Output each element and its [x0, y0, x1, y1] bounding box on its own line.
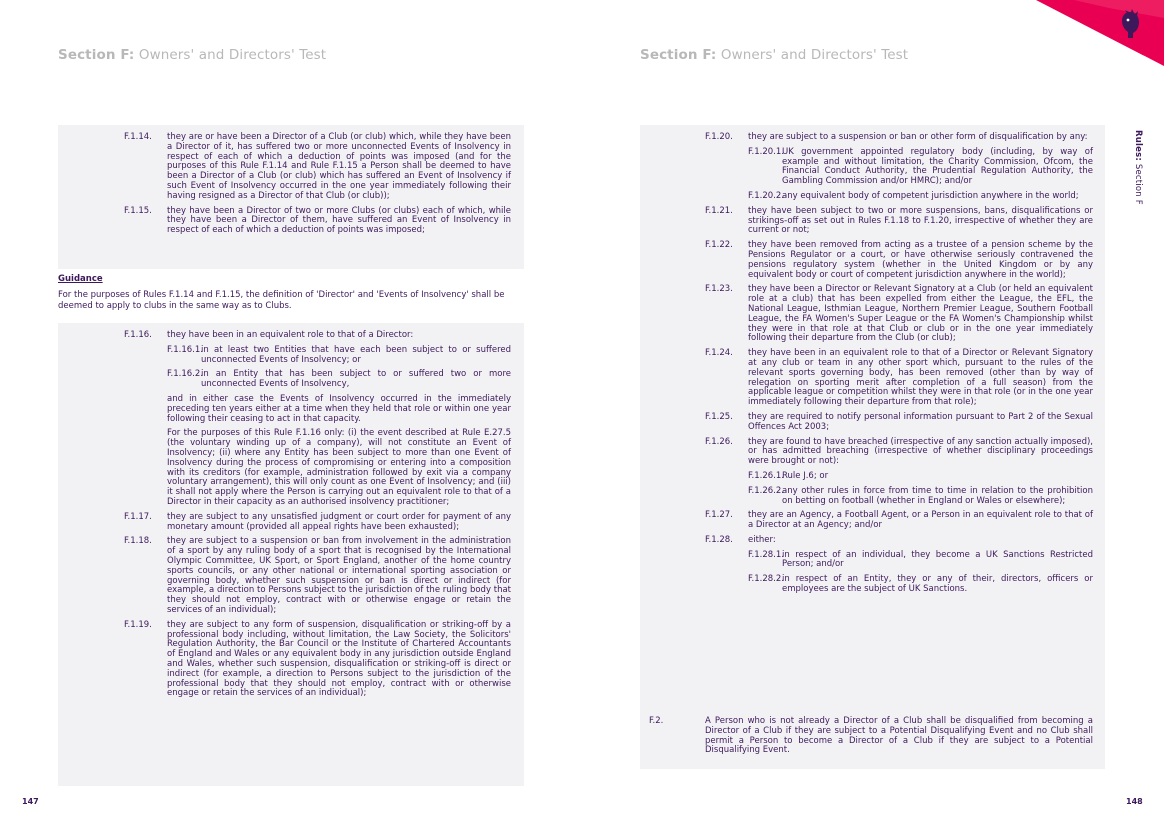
left-top-column [124, 133, 511, 241]
sub-rule-number: F.1.16.1. [167, 344, 203, 355]
sub-rule-number: F.1.28.2. [748, 574, 784, 585]
sub-rule-item [748, 192, 1093, 202]
rule-text: they are required to notify personal information pursuant to Part 2 of the Sexual Offences Act 2003; [748, 411, 1093, 432]
header-title: Owners' and Directors' Test [720, 47, 909, 63]
rule-number: F.1.26. [705, 436, 733, 447]
rule-item [705, 438, 1093, 507]
page-number-left: 147 [22, 797, 39, 806]
rule-number: F.1.24. [705, 348, 733, 359]
rule-number: F.1.27. [705, 510, 733, 521]
sub-rule-number: F.1.16.2. [167, 369, 203, 380]
rule-item [124, 207, 511, 236]
rule-item [705, 349, 1093, 408]
rule-item [124, 621, 511, 699]
rule-number: F.1.16. [124, 330, 152, 340]
sub-rule-item [748, 148, 1093, 187]
rule-item [705, 511, 1093, 531]
page-number-right: 148 [1126, 797, 1143, 806]
header-prefix: Section F: [640, 47, 717, 63]
side-section-label [1123, 130, 1143, 210]
sub-rule-item [748, 551, 1093, 571]
rule-item [705, 413, 1093, 433]
rule-text: they have been in an equivalent role to that of a Director: [167, 330, 414, 340]
rule-text: they have been a Director of two or more Clubs (or clubs) each of which, while they have been a Director of them, have suffered an Event of Insolvency in respect of each of which a deduction of points was imposed; [167, 205, 511, 236]
rule-item [124, 537, 511, 615]
guidance-title: Guidance [58, 274, 103, 284]
rule-text: they are subject to a suspension or ban or other form of disqualification by any: [748, 132, 1088, 142]
sub-rule-number: F.1.28.1. [748, 549, 784, 560]
rule-number: F.1.21. [705, 205, 733, 216]
rule-text: they are subject to any form of suspension, disqualification or striking-off by a professional body including, without limitation, the Law Society, the Solicitors' Regulation Authority, the Bar Council or the Institute of Chartered Accountants of England and Wales or any equivalent body in any jurisdiction outside England and Wales, whether such suspension, disqualification or striking-off is direct or indirect (for example, a direction to Persons subject to the jurisdiction of the professional body that they should not employ, contract with or otherwise engage or retain the services of an individual); [167, 619, 511, 699]
sub-rule-item [748, 575, 1093, 595]
sub-rule-number: F.1.20.1. [748, 146, 784, 157]
guidance-section [58, 274, 524, 313]
sub-rule-item [167, 346, 511, 366]
rule-item [705, 133, 1093, 202]
rule-item [124, 331, 511, 508]
rule-text: they are an Agency, a Football Agent, or a Person in an equivalent role to that of a Director at an Agency; and/or [748, 510, 1093, 531]
sub-rule-text: in at least two Entities that have each been subject to or suffered unconnected Events of Insolvency; or [201, 344, 511, 365]
sub-rule-item [748, 472, 1093, 482]
guidance-text: For the purposes of Rules F.1.14 and F.1.15, the definition of 'Director' and 'Events of Insolvency' shall be deemed to apply to clubs in the same way as to Clubs. [58, 290, 505, 312]
sub-rule-text: any other rules in force from time to time in relation to the prohibition on betting on football (whether in England or Wales or elsewhere); [782, 485, 1093, 506]
rule-number: F.1.17. [124, 511, 152, 522]
sub-rule-text: Rule J.6; or [782, 470, 829, 481]
side-label-bold: Rules: [1133, 130, 1143, 161]
rule-item [705, 536, 1093, 595]
rule-number: F.1.23. [705, 284, 733, 295]
rule-text: they have been in an equivalent role to that of a Director or Relevant Signatory at any club or team in any other sport which, pursuant to the rules of the relevant sports governing body, has been removed (other than by way of relegation on sporting merit after completion of a full season) from the applicable league or competition whilst they were in that role (or in the one year immediately following their departure from that role); [748, 348, 1093, 408]
rule-text: they are or have been a Director of a Club (or club) which, while they have been a Director of it, has suffered two or more unconnected Events of Insolvency in respect of each of which a deduction of points was imposed (and for the purposes of this Rule F.1.14 and Rule F.1.15 a Person shall be deemed to have been a Director of a Club (or club) which has suffered an Event of Insolvency if such Event of Insolvency occurred in the one year immediately following their having resigned as a Director of that Club (or club)); [167, 132, 511, 201]
sub-rule-text: any equivalent body of competent jurisdiction anywhere in the world; [782, 190, 1079, 201]
rule-continuation: and in either case the Events of Insolvency occurred in the immediately preceding ten years either at a time when they held that role or within one year following their ceasing to act in that capacity. [167, 393, 511, 424]
right-column [705, 133, 1093, 600]
rule-text: they are subject to a suspension or ban from involvement in the administration of a sport by any ruling body of a sport that is recognised by the International Olympic Committee, UK Sport, or Sport England, another of the home country sports councils, or any other national or international sporting association or governing body, whether such suspension or ban is direct or indirect (for example, a direction to Persons subject to the jurisdiction of the ruling body that they should not employ, contract with or otherwise engage or retain the services of an individual); [167, 536, 511, 615]
sub-rule-text: in respect of an individual, they become a UK Sanctions Restricted Person; and/or [782, 549, 1093, 570]
rule-text: they are found to have breached (irrespective of any sanction actually imposed), or has admitted breaching (irrespective of whether disciplinary proceedings were brought or not): [748, 436, 1093, 467]
rule-number: F.1.18. [124, 536, 152, 547]
rule-text: they have been subject to two or more suspensions, bans, disqualifications or strikings-off as set out in Rules F.1.18 to F.1.20, irrespective of whether they are current or not; [748, 205, 1093, 236]
rule-note: For the purposes of this Rule F.1.16 only: (i) the event described at Rule E.27.5 (the voluntary winding up of a company), will not constitute an Event of Insolvency; (ii) where any Entity has been subject to more than one Event of Insolvency during the process of compromising or entering into a composition with its creditors (for example, administration followed by exit via a company voluntary arrangement), this will only count as one Event of Insolvency; and (iii) it shall not apply where the Person is carrying out an equivalent role to that of a Director in their capacity as an authorised insolvency practitioner; [167, 428, 511, 507]
rule-number: F.1.15. [124, 205, 152, 216]
rule-item [705, 285, 1093, 344]
rule-number: F.1.14. [124, 132, 152, 142]
side-label-rest: Section F [1133, 163, 1143, 205]
sub-rule-text: UK government appointed regulatory body (including, by way of example and without limitation, the Charity Commission, Ofcom, the Financial Conduct Authority, the Prudential Regulation Authority, the Gambling Commission and/or HMRC); and/or [782, 146, 1093, 187]
rule-text: either: [748, 534, 776, 545]
rule-text: A Person who is not already a Director of a Club shall be disqualified from becoming a Director of a Club if they are subject to a Potential Disqualifying Event and no Club shall permit a Person to become a Director of a Club if they are subject to a Potential Disqualifying Event. [705, 716, 1093, 756]
sub-rule-number: F.1.26.2. [748, 485, 784, 496]
header-prefix: Section F: [58, 47, 135, 63]
rule-item [705, 241, 1093, 280]
rule-number: F.1.25. [705, 411, 733, 422]
rule-item-f2 [649, 717, 1093, 756]
rule-item [124, 133, 511, 202]
rule-number: F.1.28. [705, 534, 733, 545]
page-header-right [640, 47, 908, 63]
corner-brand-banner [1014, 0, 1164, 70]
rule-number: F.1.19. [124, 619, 152, 630]
sub-rule-text: in an Entity that has been subject to or suffered two or more unconnected Events of Insolvency, [201, 369, 511, 390]
rule-number: F.1.22. [705, 240, 733, 251]
sub-rule-item [748, 487, 1093, 507]
sub-rule-item [167, 370, 511, 390]
rule-number: F.1.20. [705, 132, 733, 142]
sub-rule-number: F.1.26.1. [748, 470, 784, 481]
rule-text: they are subject to any unsatisfied judgment or court order for payment of any monetary amount (provided all appeal rights have been exhausted); [167, 511, 511, 532]
rule-item [124, 513, 511, 533]
header-title: Owners' and Directors' Test [138, 47, 327, 63]
rule-text: they have been a Director or Relevant Signatory at a Club (or held an equivalent role at a club) that has been expelled from either the League, the EFL, the National League, Isthmian League, Northern Premier League, Southern Football League, the FA Women's Super League or the FA Women's Championship whilst they were in that role at that Club or club or in the one year immediately following their departure from the Club (or club); [748, 284, 1093, 344]
sub-rule-text: in respect of an Entity, they or any of their, directors, officers or employees are the subject of UK Sanctions. [782, 574, 1093, 595]
page-header-left [58, 47, 326, 63]
rule-number: F.2. [649, 716, 664, 726]
rule-text: they have been removed from acting as a trustee of a pension scheme by the Pensions Regulator or a court, or have otherwise seriously contravened the pensions regulatory system (whether in the United Kingdom or by any equivalent body or court of competent jurisdiction anywhere in the world); [748, 240, 1093, 280]
rule-item [705, 207, 1093, 236]
sub-rule-number: F.1.20.2. [748, 190, 784, 201]
left-bottom-column [124, 331, 511, 704]
